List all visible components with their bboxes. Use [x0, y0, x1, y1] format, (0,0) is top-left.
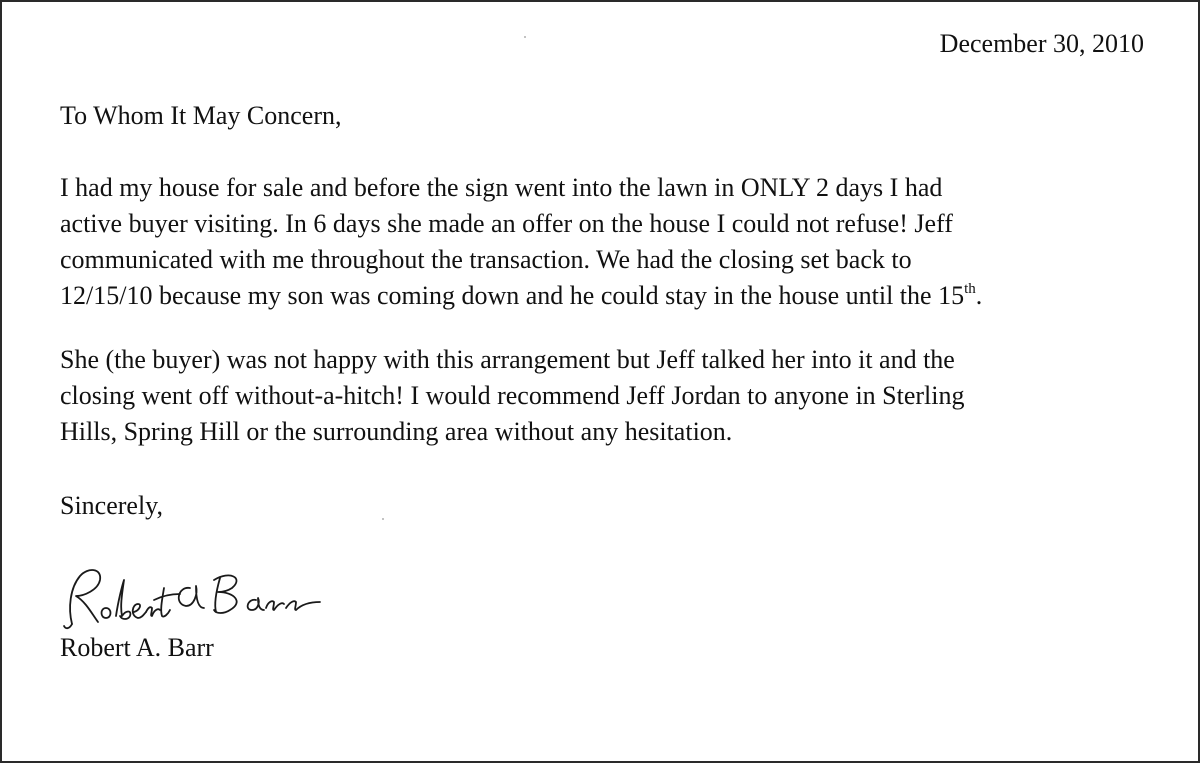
ordinal-suffix: th: [964, 281, 976, 297]
scan-speck: [524, 36, 526, 38]
paragraph-line-last: [60, 278, 982, 314]
sentence-period: .: [975, 281, 983, 310]
signatory-name: Robert A. Barr: [60, 633, 214, 662]
scan-speck: [382, 518, 384, 520]
letter-date: December 30, 2010: [939, 29, 1144, 58]
paragraph-line: active buyer visiting. In 6 days she made an offer on the house I could not refuse! Jeff: [60, 209, 953, 238]
paragraph-line: Hills, Spring Hill or the surrounding area without any hesitation.: [60, 417, 733, 446]
body-paragraph-1: [60, 170, 982, 314]
paragraph-line: I had my house for sale and before the sign went into the lawn in ONLY 2 days I had: [60, 173, 943, 202]
paragraph-line: closing went off without-a-hitch! I would recommend Jeff Jordan to anyone in Sterling: [60, 381, 965, 410]
handwritten-signature: [58, 558, 328, 638]
paragraph-line: communicated with me throughout the transaction. We had the closing set back to: [60, 245, 912, 274]
paragraph-line: She (the buyer) was not happy with this arrangement but Jeff talked her into it and the: [60, 345, 955, 374]
salutation: To Whom It May Concern,: [60, 101, 342, 130]
body-paragraph-2: [60, 342, 965, 450]
complimentary-close: Sincerely,: [60, 491, 163, 520]
paragraph-line-text: 12/15/10 because my son was coming down and he could stay in the house until the 15: [60, 281, 965, 310]
